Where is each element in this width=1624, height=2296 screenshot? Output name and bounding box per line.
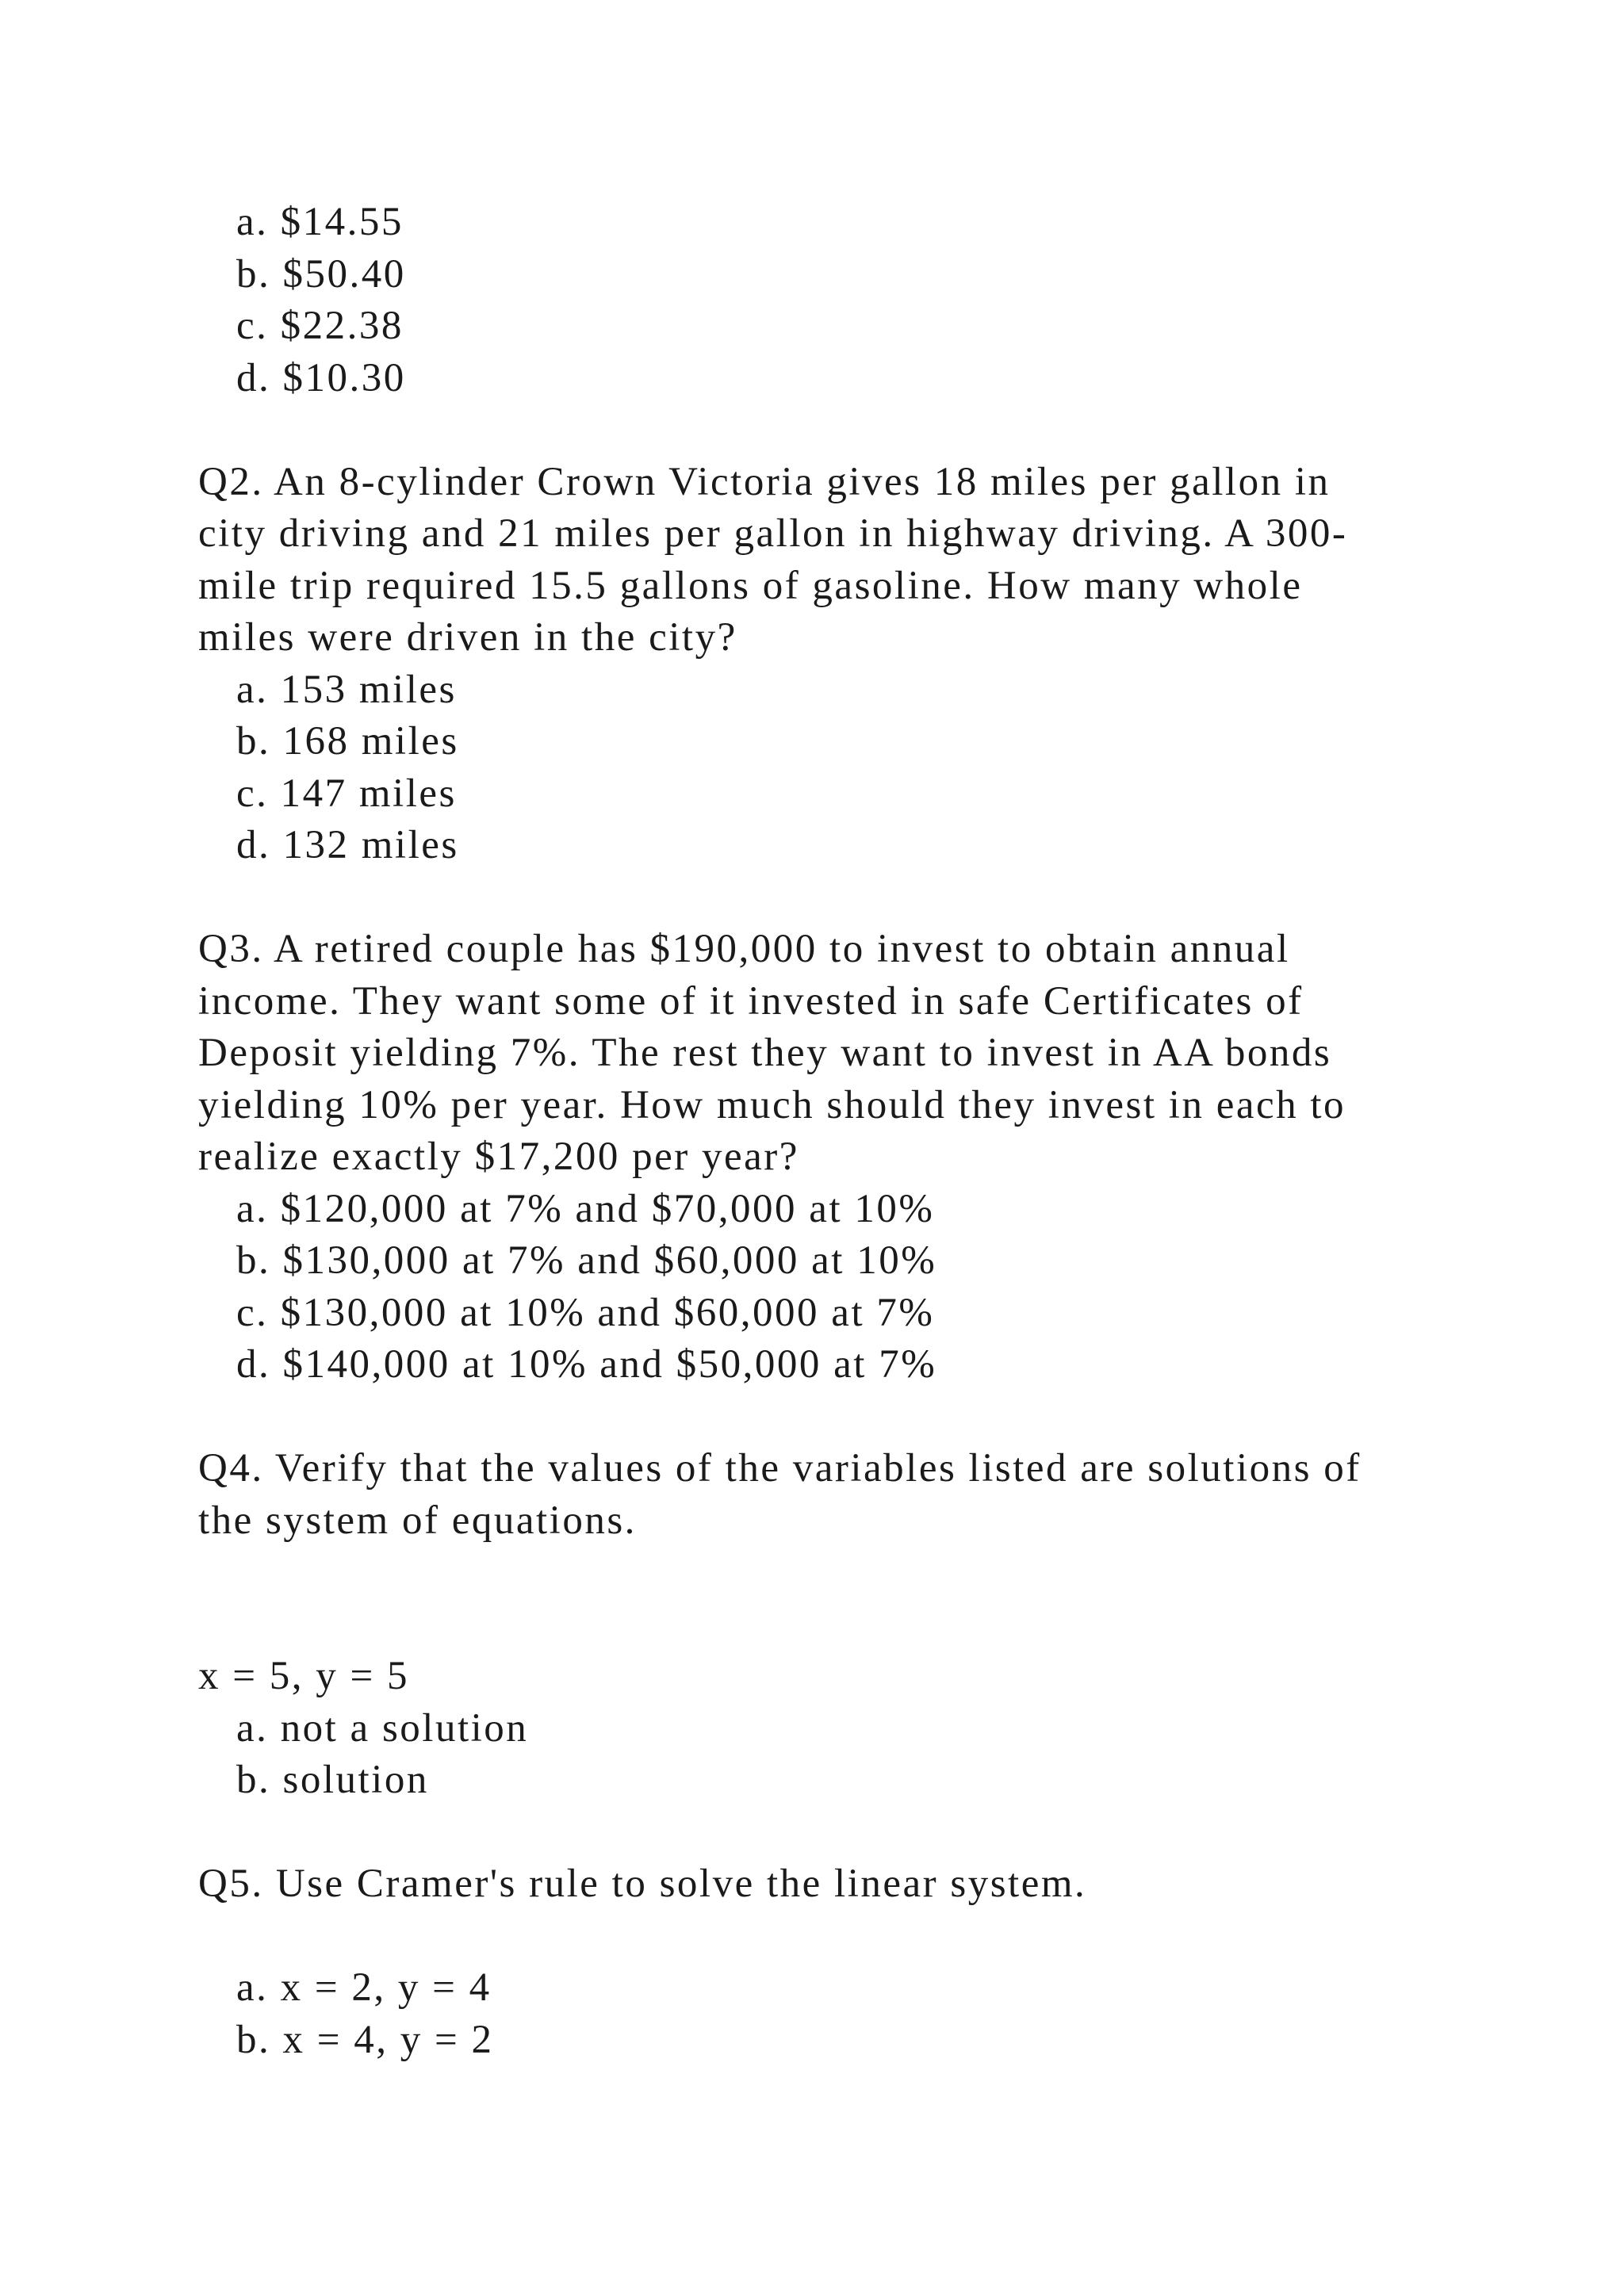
q4-text-line: Q4. Verify that the values of the variables listed are solutions of bbox=[198, 1446, 1362, 1490]
spacer bbox=[198, 1807, 1467, 1859]
equation-image-placeholder bbox=[198, 1547, 1467, 1599]
q4-option-a: a. not a solution bbox=[236, 1705, 529, 1751]
q2-text-line: city driving and 21 miles per gallon in highway driving. A 300- bbox=[198, 511, 1348, 556]
q2-text-line: Q2. An 8-cylinder Crown Victoria gives 18 miles per gallon in bbox=[198, 459, 1331, 504]
spacer bbox=[198, 1391, 1467, 1444]
equation-image-placeholder bbox=[198, 1911, 1467, 1963]
q3-text-line: yielding 10% per year. How much should they invest in each to bbox=[198, 1082, 1346, 1127]
q5-question bbox=[198, 1858, 1467, 2066]
q1-option-b: b. $50.40 bbox=[236, 251, 406, 297]
q3-text-line: Deposit yielding 7%. The rest they want to invest in AA bonds bbox=[198, 1031, 1332, 1075]
q3-option-d: d. $140,000 at 10% and $50,000 at 7% bbox=[236, 1342, 937, 1387]
q3-text-line: realize exactly $17,200 per year? bbox=[198, 1135, 799, 1179]
q2-option-a: a. 153 miles bbox=[236, 667, 457, 712]
q2-option-b: b. 168 miles bbox=[236, 719, 459, 763]
q2-option-c: c. 147 miles bbox=[236, 771, 457, 816]
spacer bbox=[198, 404, 1467, 457]
q4-text-line: the system of equations. bbox=[198, 1498, 637, 1543]
q3-option-b: b. $130,000 at 7% and $60,000 at 10% bbox=[236, 1238, 937, 1283]
q1-option-c: c. $22.38 bbox=[236, 304, 404, 348]
q3-text-line: Q3. A retired couple has $190,000 to invest to obtain annual bbox=[198, 927, 1290, 971]
q3-text-line: income. They want some of it invested in safe Certificates of bbox=[198, 978, 1304, 1024]
q4-given-values: x = 5, y = 5 bbox=[198, 1654, 410, 1698]
document-page bbox=[198, 197, 1467, 2066]
q3-question bbox=[198, 924, 1467, 1391]
q2-text-line: mile trip required 15.5 gallons of gasoline. How many whole bbox=[198, 563, 1303, 608]
q3-option-a: a. $120,000 at 7% and $70,000 at 10% bbox=[236, 1186, 935, 1231]
q1-option-a: a. $14.55 bbox=[236, 200, 404, 244]
q5-option-a: a. x = 2, y = 4 bbox=[236, 1965, 492, 2010]
q3-option-c: c. $130,000 at 10% and $60,000 at 7% bbox=[236, 1290, 935, 1335]
q1-option-d: d. $10.30 bbox=[236, 355, 406, 400]
q2-option-d: d. 132 miles bbox=[236, 823, 459, 867]
spacer bbox=[198, 872, 1467, 924]
q5-option-b: b. x = 4, y = 2 bbox=[236, 2017, 494, 2062]
q2-question bbox=[198, 457, 1467, 872]
q5-text-line: Q5. Use Cramer's rule to solve the linear system. bbox=[198, 1862, 1087, 1906]
q4-option-b: b. solution bbox=[236, 1758, 429, 1802]
spacer bbox=[198, 1599, 1467, 1651]
q1-options bbox=[198, 197, 1467, 404]
q2-text-line: miles were driven in the city? bbox=[198, 615, 737, 660]
q4-question bbox=[198, 1443, 1467, 1807]
